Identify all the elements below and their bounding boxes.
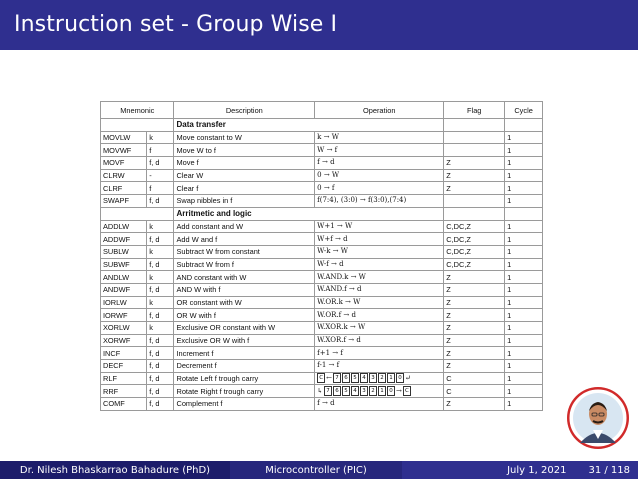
flag-cell: Z xyxy=(444,283,505,296)
description-cell: Rotate Left f trough carry xyxy=(174,372,315,385)
operands-cell: f, d xyxy=(147,398,174,411)
cycle-cell: 1 xyxy=(505,271,543,284)
carry-bit: C xyxy=(403,386,411,396)
register-bit: 4 xyxy=(360,373,368,383)
register-bit: 3 xyxy=(369,373,377,383)
section-spacer xyxy=(101,119,174,132)
description-cell: Add constant and W xyxy=(174,220,315,233)
section-spacer xyxy=(505,119,543,132)
flag-cell: Z xyxy=(444,322,505,335)
table-row xyxy=(101,258,543,271)
operation-cell: f → d xyxy=(315,398,444,411)
mnemonic-cell: IORLW xyxy=(101,296,147,309)
operands-cell: f, d xyxy=(147,258,174,271)
description-cell: AND constant with W xyxy=(174,271,315,284)
section-spacer xyxy=(505,207,543,220)
description-cell: Clear f xyxy=(174,182,315,195)
operation-cell: W → f xyxy=(315,144,444,157)
table-row xyxy=(101,283,543,296)
operation-cell: W.XOR.f → d xyxy=(315,334,444,347)
footer-page-number: 31 / 118 xyxy=(588,464,630,476)
flag-cell: C,DC,Z xyxy=(444,220,505,233)
flag-cell: C,DC,Z xyxy=(444,233,505,246)
table-row xyxy=(101,157,543,170)
flag-cell xyxy=(444,144,505,157)
mnemonic-cell: MOVWF xyxy=(101,144,147,157)
cycle-cell: 1 xyxy=(505,233,543,246)
section-spacer xyxy=(444,119,505,132)
operands-cell: f, d xyxy=(147,360,174,373)
slide-footer xyxy=(0,461,638,479)
header-cycle: Cycle xyxy=(505,102,543,119)
cycle-cell: 1 xyxy=(505,360,543,373)
register-bit: 2 xyxy=(369,386,377,396)
register-bit: 1 xyxy=(387,373,395,383)
arrow-return-icon: ↳ xyxy=(317,386,324,395)
table-row xyxy=(101,347,543,360)
register-bit: 1 xyxy=(378,386,386,396)
table-row xyxy=(101,131,543,144)
arrow-return-icon: ↵ xyxy=(405,374,411,383)
mnemonic-cell: IORWF xyxy=(101,309,147,322)
register-bit: 7 xyxy=(333,373,341,383)
footer-date: July 1, 2021 xyxy=(507,464,567,476)
instruction-table xyxy=(100,101,543,422)
flag-cell: Z xyxy=(444,157,505,170)
description-cell: Complement f xyxy=(174,398,315,411)
section-header-row xyxy=(101,119,543,132)
operation-cell: W.OR.f → d xyxy=(315,309,444,322)
cycle-cell: 1 xyxy=(505,157,543,170)
mnemonic-cell: MOVF xyxy=(101,157,147,170)
mnemonic-cell: ANDLW xyxy=(101,271,147,284)
cycle-cell: 1 xyxy=(505,220,543,233)
mnemonic-cell: SUBWF xyxy=(101,258,147,271)
operation-cell: W+f → d xyxy=(315,233,444,246)
description-cell: OR constant with W xyxy=(174,296,315,309)
table-row xyxy=(101,144,543,157)
operation-cell: k → W xyxy=(315,131,444,144)
section-spacer xyxy=(444,207,505,220)
register-bit: 6 xyxy=(333,386,341,396)
table-row xyxy=(101,220,543,233)
operation-cell: f+1 → f xyxy=(315,347,444,360)
cycle-cell: 1 xyxy=(505,334,543,347)
cycle-cell: 1 xyxy=(505,309,543,322)
operands-cell: k xyxy=(147,296,174,309)
mnemonic-cell: ANDWF xyxy=(101,283,147,296)
flag-cell: Z xyxy=(444,169,505,182)
footer-course: Microcontroller (PIC) xyxy=(230,461,402,479)
cycle-cell: 1 xyxy=(505,283,543,296)
cycle-cell: 1 xyxy=(505,258,543,271)
description-cell: AND W with f xyxy=(174,283,315,296)
section-spacer xyxy=(101,207,174,220)
flag-cell: C,DC,Z xyxy=(444,258,505,271)
register-bit: 5 xyxy=(351,373,359,383)
operation-cell: f-1 → f xyxy=(315,360,444,373)
description-cell: Exclusive OR constant with W xyxy=(174,322,315,335)
header-operation: Operation xyxy=(315,102,444,119)
operation-cell: f(7:4), (3:0) → f(3:0),(7:4) xyxy=(315,195,444,208)
table-row xyxy=(101,195,543,208)
footer-author: Dr. Nilesh Bhaskarrao Bahadure (PhD) xyxy=(0,461,230,479)
operation-cell xyxy=(315,372,444,385)
cycle-cell: 1 xyxy=(505,398,543,411)
mnemonic-cell: XORWF xyxy=(101,334,147,347)
description-cell: Rotate Right f trough carry xyxy=(174,385,315,398)
section-title: Arritmetic and logic xyxy=(174,207,444,220)
description-cell: Exclusive OR W with f xyxy=(174,334,315,347)
register-bit: 0 xyxy=(387,386,395,396)
flag-cell: C,DC,Z xyxy=(444,245,505,258)
cycle-cell: 1 xyxy=(505,385,543,398)
register-bit: 2 xyxy=(378,373,386,383)
operands-cell: f, d xyxy=(147,195,174,208)
operands-cell: f, d xyxy=(147,347,174,360)
operation-cell: W.AND.f → d xyxy=(315,283,444,296)
header-description: Description xyxy=(174,102,315,119)
author-portrait-icon xyxy=(567,387,629,449)
operands-cell: f, d xyxy=(147,385,174,398)
flag-cell: Z xyxy=(444,334,505,347)
carry-bit: C xyxy=(317,373,325,383)
operation-cell: W+1 → W xyxy=(315,220,444,233)
arrow-right-icon: → xyxy=(396,386,402,395)
operation-cell: W-k → W xyxy=(315,245,444,258)
description-cell: OR W with f xyxy=(174,309,315,322)
description-cell: Decrement f xyxy=(174,360,315,373)
register-bit: 0 xyxy=(396,373,404,383)
cycle-cell: 1 xyxy=(505,144,543,157)
flag-cell: C xyxy=(444,372,505,385)
operands-cell: f, d xyxy=(147,233,174,246)
register-bit: 7 xyxy=(324,386,332,396)
rotate-right-diagram xyxy=(317,386,411,396)
cycle-cell: 1 xyxy=(505,169,543,182)
operation-cell: 0 → f xyxy=(315,182,444,195)
operands-cell: k xyxy=(147,131,174,144)
operands-cell: f xyxy=(147,144,174,157)
flag-cell: Z xyxy=(444,309,505,322)
operation-cell: W.XOR.k → W xyxy=(315,322,444,335)
operands-cell: f, d xyxy=(147,334,174,347)
flag-cell: Z xyxy=(444,182,505,195)
flag-cell xyxy=(444,131,505,144)
operands-cell: f xyxy=(147,182,174,195)
mnemonic-cell: XORLW xyxy=(101,322,147,335)
description-cell: Move W to f xyxy=(174,144,315,157)
table-row xyxy=(101,245,543,258)
table-row xyxy=(101,169,543,182)
cycle-cell: 1 xyxy=(505,245,543,258)
operands-cell: k xyxy=(147,322,174,335)
description-cell: Swap nibbles in f xyxy=(174,195,315,208)
operation-cell: W.AND.k → W xyxy=(315,271,444,284)
operands-cell: k xyxy=(147,220,174,233)
table-row xyxy=(101,271,543,284)
cycle-cell: 1 xyxy=(505,131,543,144)
table-row xyxy=(101,334,543,347)
register-bit: 5 xyxy=(342,386,350,396)
flag-cell: Z xyxy=(444,347,505,360)
cycle-cell: 1 xyxy=(505,182,543,195)
table-body xyxy=(101,119,543,411)
mnemonic-cell: ADDLW xyxy=(101,220,147,233)
header-flag: Flag xyxy=(444,102,505,119)
operands-cell: k xyxy=(147,271,174,284)
flag-cell: C xyxy=(444,385,505,398)
table-row xyxy=(101,385,543,398)
table-header-row xyxy=(101,102,543,119)
table-row xyxy=(101,233,543,246)
flag-cell: Z xyxy=(444,360,505,373)
description-cell: Increment f xyxy=(174,347,315,360)
rotate-left-diagram xyxy=(317,373,411,383)
table-row xyxy=(101,322,543,335)
description-cell: Subtract W from f xyxy=(174,258,315,271)
register-bit: 3 xyxy=(360,386,368,396)
mnemonic-cell: COMF xyxy=(101,398,147,411)
table-row xyxy=(101,182,543,195)
footer-right xyxy=(402,461,638,479)
arrow-left-icon: ← xyxy=(326,374,333,383)
section-header-row xyxy=(101,207,543,220)
cycle-cell: 1 xyxy=(505,195,543,208)
cycle-cell: 1 xyxy=(505,322,543,335)
operands-cell: f, d xyxy=(147,283,174,296)
mnemonic-cell: RLF xyxy=(101,372,147,385)
instruction-set-table xyxy=(100,101,543,411)
cycle-cell: 1 xyxy=(505,372,543,385)
table-row xyxy=(101,360,543,373)
operation-cell xyxy=(315,385,444,398)
description-cell: Move constant to W xyxy=(174,131,315,144)
description-cell: Add W and f xyxy=(174,233,315,246)
operation-cell: f → d xyxy=(315,157,444,170)
mnemonic-cell: CLRF xyxy=(101,182,147,195)
operands-cell: k xyxy=(147,245,174,258)
slide-title: Instruction set - Group Wise I xyxy=(14,12,338,37)
flag-cell: Z xyxy=(444,398,505,411)
cycle-cell: 1 xyxy=(505,296,543,309)
mnemonic-cell: DECF xyxy=(101,360,147,373)
description-cell: Move f xyxy=(174,157,315,170)
header-mnemonic: Mnemonic xyxy=(101,102,174,119)
description-cell: Subtract W from constant xyxy=(174,245,315,258)
table-row xyxy=(101,296,543,309)
register-bit: 4 xyxy=(351,386,359,396)
flag-cell: Z xyxy=(444,296,505,309)
operation-cell: 0 → W xyxy=(315,169,444,182)
table-row xyxy=(101,372,543,385)
mnemonic-cell: INCF xyxy=(101,347,147,360)
mnemonic-cell: CLRW xyxy=(101,169,147,182)
operands-cell: f, d xyxy=(147,157,174,170)
mnemonic-cell: ADDWF xyxy=(101,233,147,246)
cycle-cell: 1 xyxy=(505,347,543,360)
mnemonic-cell: RRF xyxy=(101,385,147,398)
operands-cell: f, d xyxy=(147,309,174,322)
operands-cell: - xyxy=(147,169,174,182)
register-bit: 6 xyxy=(342,373,350,383)
mnemonic-cell: MOVLW xyxy=(101,131,147,144)
mnemonic-cell: SUBLW xyxy=(101,245,147,258)
mnemonic-cell: SWAPF xyxy=(101,195,147,208)
operands-cell: f, d xyxy=(147,372,174,385)
flag-cell xyxy=(444,195,505,208)
flag-cell: Z xyxy=(444,271,505,284)
operation-cell: W.OR.k → W xyxy=(315,296,444,309)
description-cell: Clear W xyxy=(174,169,315,182)
slide-header xyxy=(0,0,638,50)
table-row xyxy=(101,309,543,322)
author-photo xyxy=(567,387,629,449)
section-title: Data transfer xyxy=(174,119,444,132)
table-row xyxy=(101,398,543,411)
operation-cell: W-f → d xyxy=(315,258,444,271)
